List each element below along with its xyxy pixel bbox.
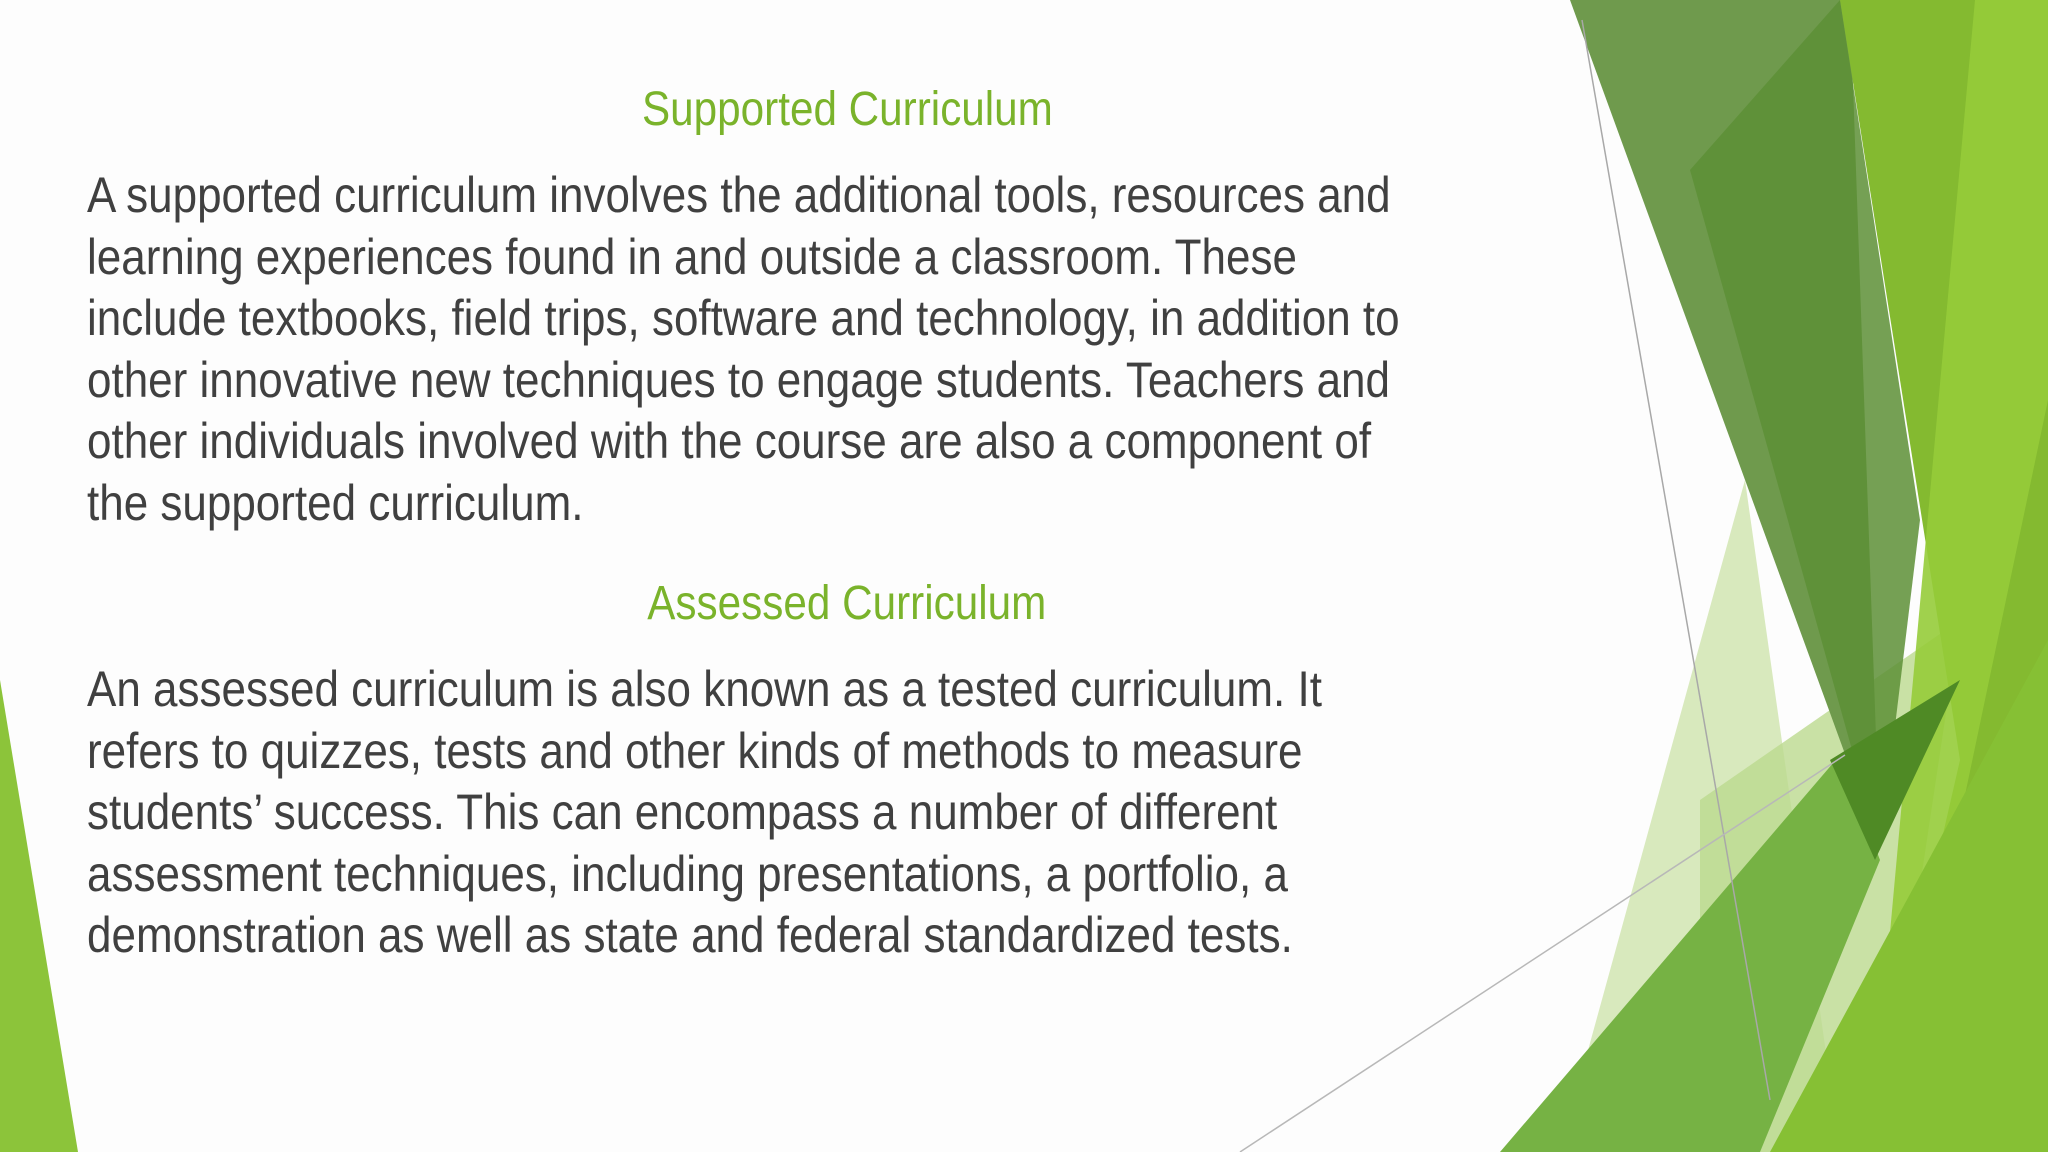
assessed-curriculum-paragraph: An assessed curriculum is also known as a tested curriculum. It refers to quizzes, tests and other kinds of methods to measure students’ success. This can encompass a number of different assessment techniques, including presentations, a portfolio, a demonstration as well as state and federal standardized tests. <box>87 661 1322 963</box>
supported-curriculum-paragraph: A supported curriculum involves the additional tools, resources and learning experiences found in and outside a classroom. These include textbooks, field trips, software and technology, in addition to other innovative new techniques to engage students. Teachers and other individuals involved with the course are also a component of the supported curriculum. <box>87 167 1400 531</box>
supported-curriculum-heading: Supported Curriculum <box>642 83 1053 136</box>
assessed-curriculum-heading: Assessed Curriculum <box>647 577 1047 630</box>
left-green-triangle <box>0 680 78 1152</box>
